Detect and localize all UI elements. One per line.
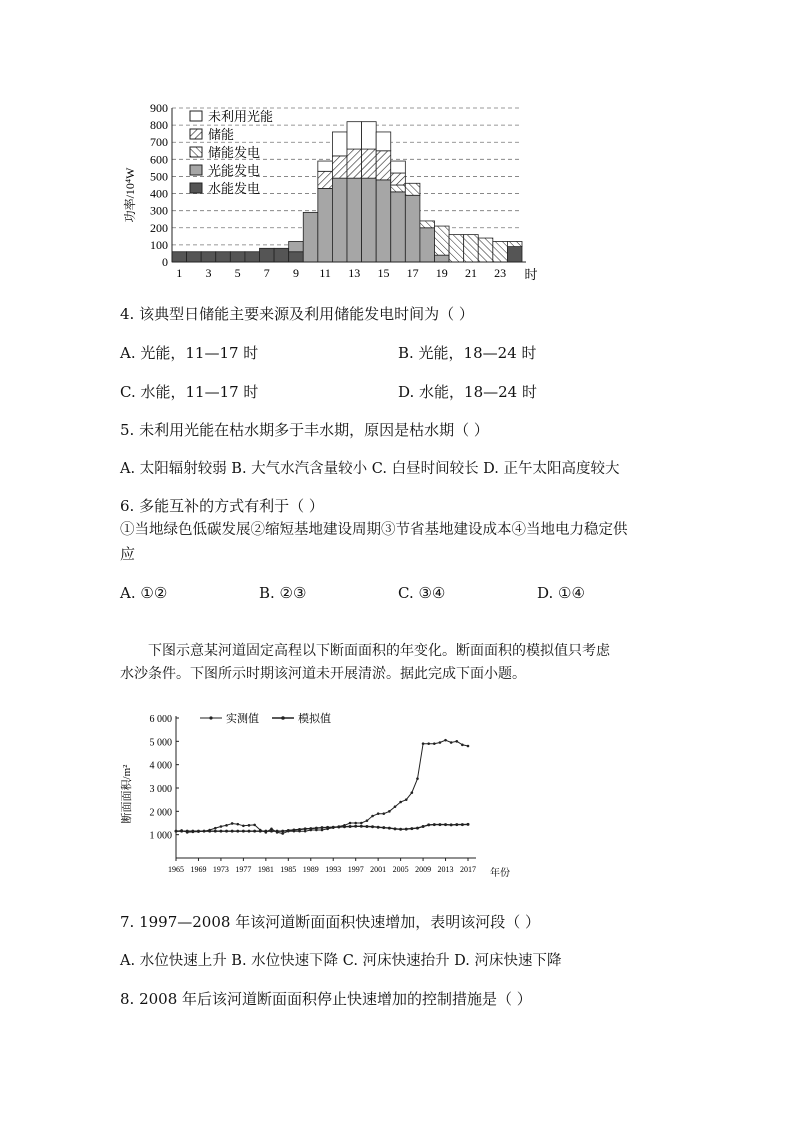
point-measured [467,745,470,748]
point-measured [394,805,397,808]
point-measured [382,812,385,815]
question-4-stem: 4. 该典型日储能主要来源及利用储能发电时间为（ ） [120,305,474,323]
x-tick-label-2: 1985 [280,865,297,874]
question-6-option-d: D. ①④ [537,584,585,602]
bar-segment [201,252,216,262]
question-7-options: A. 水位快速上升 B. 水位快速下降 C. 河床快速抬升 D. 河床快速下降 [120,953,562,969]
point-simulated [337,825,340,828]
point-simulated [377,826,380,829]
point-simulated [231,830,234,833]
question-7-stem: 7. 1997—2008 年该河道断面面积快速增加，表明该河段（ ） [120,913,540,931]
point-measured [371,815,374,818]
bar-segment [507,241,522,246]
point-simulated [298,828,301,831]
point-measured [461,744,464,747]
bar-segment [332,178,347,262]
point-simulated [276,830,279,833]
bar-segment [332,156,347,178]
point-simulated [197,830,200,833]
legend-swatch-unused-solar [190,111,202,121]
point-simulated [410,827,413,830]
x-tick-label-2: 2009 [415,865,432,874]
legend-label-hydro-gen: 水能发电 [208,181,261,196]
x-tick-label: 13 [348,266,361,280]
point-simulated [191,830,194,833]
bar-segment [172,252,187,262]
point-measured [349,822,352,825]
point-simulated [259,830,262,833]
x-tick-label-2: 2001 [370,865,387,874]
x-tick-label: 19 [435,266,448,280]
x-tick-label: 1 [176,266,183,280]
x-tick-label: 23 [494,266,507,280]
bar-segment [318,171,333,188]
y-tick-label: 400 [150,186,168,201]
legend-swatch-storage-gen [190,147,202,157]
point-simulated [388,827,391,830]
point-simulated [264,830,267,833]
legend-swatch-solar-gen [190,165,202,175]
point-simulated [321,826,324,829]
bar-segment [391,185,406,192]
series-line-measured [176,740,468,833]
point-simulated [248,830,251,833]
y-tick-label-2: 4 000 [149,760,172,772]
question-4-option-d: D. 水能，18—24 时 [398,383,537,401]
point-simulated [438,823,441,826]
bar-segment [449,235,464,262]
point-simulated [309,827,312,830]
point-simulated [203,830,206,833]
point-measured [455,740,458,743]
point-measured [236,823,239,826]
x-tick-label: 21 [464,266,477,280]
point-measured [354,822,357,825]
bar-segment [187,252,202,262]
point-measured [450,741,453,744]
point-simulated [332,826,335,829]
bar-segment [289,252,304,262]
point-simulated [416,827,419,830]
x-tick-label-2: 1973 [212,865,229,874]
point-simulated [394,827,397,830]
point-measured [360,822,363,825]
x-tick-label: 9 [292,266,299,280]
x-tick-label-2: 1969 [190,865,207,874]
point-simulated [461,823,464,826]
question-5-stem: 5. 未利用光能在枯水期多于丰水期，原因是枯水期（ ） [120,421,489,439]
bar-segment [391,161,406,173]
y-tick-label: 300 [150,203,168,218]
y-tick-label-2: 5 000 [149,737,172,749]
bar-segment [464,235,479,262]
question-6-option-c: C. ③④ [398,584,446,602]
question-5-options: A. 太阳辐射较弱 B. 大气水汽含量较小 C. 白昼时间较长 D. 正午太阳高度较大 [120,461,620,477]
point-measured [377,812,380,815]
question-6-stem: 6. 多能互补的方式有利于（ ） [120,497,324,515]
bar-segment [493,241,508,262]
bar-segment [435,226,450,255]
point-simulated [270,830,273,833]
x-tick-label: 7 [263,266,270,280]
legend-swatch-storage [190,129,202,139]
y-tick-label: 0 [162,255,168,269]
question-6-option-a: A. ①② [120,584,168,602]
point-simulated [225,830,228,833]
power-chart [120,100,540,285]
point-measured [411,791,414,794]
point-simulated [287,829,290,832]
question-4-option-c: C. 水能，11—17 时 [120,383,259,401]
point-simulated [208,830,211,833]
x-tick-label: 17 [406,266,419,280]
bar-segment [391,173,406,185]
bar-segment [362,149,377,178]
x-tick-label-2: 1989 [302,865,319,874]
point-simulated [455,823,458,826]
point-simulated [405,828,408,831]
point-measured [427,742,430,745]
point-measured [366,819,369,822]
point-simulated [382,826,385,829]
point-measured [220,825,223,828]
point-measured [225,824,228,827]
point-measured [405,798,408,801]
point-simulated [214,830,217,833]
question-6-statements-line2: 应 [120,545,136,563]
x-tick-label: 5 [234,266,241,280]
point-measured [444,739,447,742]
x-axis-label: 时 [524,267,538,282]
bar-segment [420,221,435,228]
point-measured [214,827,217,830]
bar-segment [303,212,318,262]
question-4-option-a: A. 光能，11—17 时 [120,344,259,362]
point-simulated [343,825,346,828]
y-tick-label-2: 1 000 [149,830,172,842]
bar-segment [245,252,260,262]
bar-segment [362,122,377,149]
question-8-stem: 8. 2008 年后该河道断面面积停止快速增加的控制措施是（ ） [120,990,532,1008]
point-measured [399,801,402,804]
point-measured [248,824,251,827]
point-simulated [292,829,295,832]
point-simulated [281,830,284,833]
bar-segment [391,192,406,262]
point-simulated [450,823,453,826]
bar-segment [405,195,420,262]
intro-line-1: 下图示意某河道固定高程以下断面面积的年变化。断面面积的模拟值只考虑 [148,643,610,659]
y-tick-label: 600 [150,152,168,167]
bar-segment [420,228,435,262]
bar-segment [274,248,289,262]
point-simulated [236,830,239,833]
point-simulated [253,830,256,833]
bar-segment [347,122,362,149]
legend-label-measured: 实测值 [226,713,259,725]
legend-label-storage-gen: 储能发电 [208,145,261,160]
point-simulated [242,830,245,833]
bar-segment [478,238,493,262]
point-simulated [315,827,318,830]
bar-segment [507,247,522,262]
x-tick-label-2: 2017 [460,865,476,874]
x-tick-label: 15 [377,266,390,280]
point-simulated [360,825,363,828]
point-measured [231,822,234,825]
point-simulated [422,825,425,828]
point-measured [253,824,256,827]
bar-segment [289,241,304,251]
bar-segment [347,178,362,262]
bar-segment [318,161,333,171]
point-simulated [354,825,357,828]
point-simulated [433,823,436,826]
point-measured [422,742,425,745]
point-simulated [326,826,329,829]
x-tick-label-2: 1977 [235,865,252,874]
y-tick-label-2: 6 000 [149,714,172,725]
point-simulated [365,825,368,828]
point-simulated [186,830,189,833]
point-simulated [175,830,178,833]
y-tick-label: 100 [150,237,168,252]
question-6-statements-line1: ①当地绿色低碳发展②缩短基地建设周期③节省基地建设成本④当地电力稳定供 [120,522,628,538]
point-measured [439,741,442,744]
point-simulated [399,828,402,831]
legend-label-storage: 储能 [208,127,235,142]
x-tick-label-2: 2005 [392,865,409,874]
y-tick-label-2: 3 000 [149,784,172,795]
question-4-option-b: B. 光能，18—24 时 [398,344,537,362]
legend-swatch-hydro-gen [190,183,202,193]
x-tick-label-2: 1997 [347,865,364,874]
point-simulated [467,823,470,826]
x-tick-label-2: 1993 [325,865,342,874]
y-tick-label: 800 [150,118,168,133]
bar-segment [376,151,391,180]
y-axis-label: 功率/10⁴W [123,167,137,223]
x-tick-label-2: 2013 [437,865,454,874]
bar-segment [362,178,377,262]
bar-segment [435,255,450,262]
y-tick-label: 700 [150,135,168,150]
legend-label-unused-solar: 未利用光能 [208,109,274,124]
point-measured [433,742,436,745]
x-tick-label: 3 [205,266,212,280]
cross-section-chart [120,706,520,884]
point-simulated [371,825,374,828]
x-tick-label: 11 [319,266,331,280]
point-simulated [444,823,447,826]
point-simulated [427,823,430,826]
bar-segment [376,180,391,262]
bar-segment [260,248,275,262]
x-tick-label-2: 1965 [168,865,184,874]
bar-segment [332,132,347,156]
y-tick-label: 200 [150,220,168,235]
bar-segment [376,132,391,151]
bar-segment [230,252,245,262]
bar-segment [318,188,333,262]
bar-segment [347,149,362,178]
point-measured [388,810,391,813]
x-tick-label-2: 1981 [257,865,274,874]
legend-label-simulated: 模拟值 [298,713,331,725]
bar-segment [216,252,231,262]
x-axis-label-2: 年份 [490,868,510,879]
point-simulated [349,825,352,828]
y-tick-label: 900 [150,101,168,115]
y-axis-label-2: 断面面积/m² [121,764,133,824]
y-tick-label: 500 [150,169,168,184]
legend-marker-simulated [281,716,285,720]
point-simulated [219,830,222,833]
point-simulated [180,830,183,833]
question-6-option-b: B. ②③ [259,584,307,602]
legend-label-solar-gen: 光能发电 [208,163,261,178]
y-tick-label-2: 2 000 [149,807,172,819]
legend-marker-measured [209,716,212,719]
point-measured [416,777,419,780]
bar-segment [405,183,420,195]
intro-line-2: 水沙条件。下图所示时期该河道未开展清淤。据此完成下面小题。 [120,666,526,682]
point-measured [242,825,245,828]
point-simulated [304,827,307,830]
